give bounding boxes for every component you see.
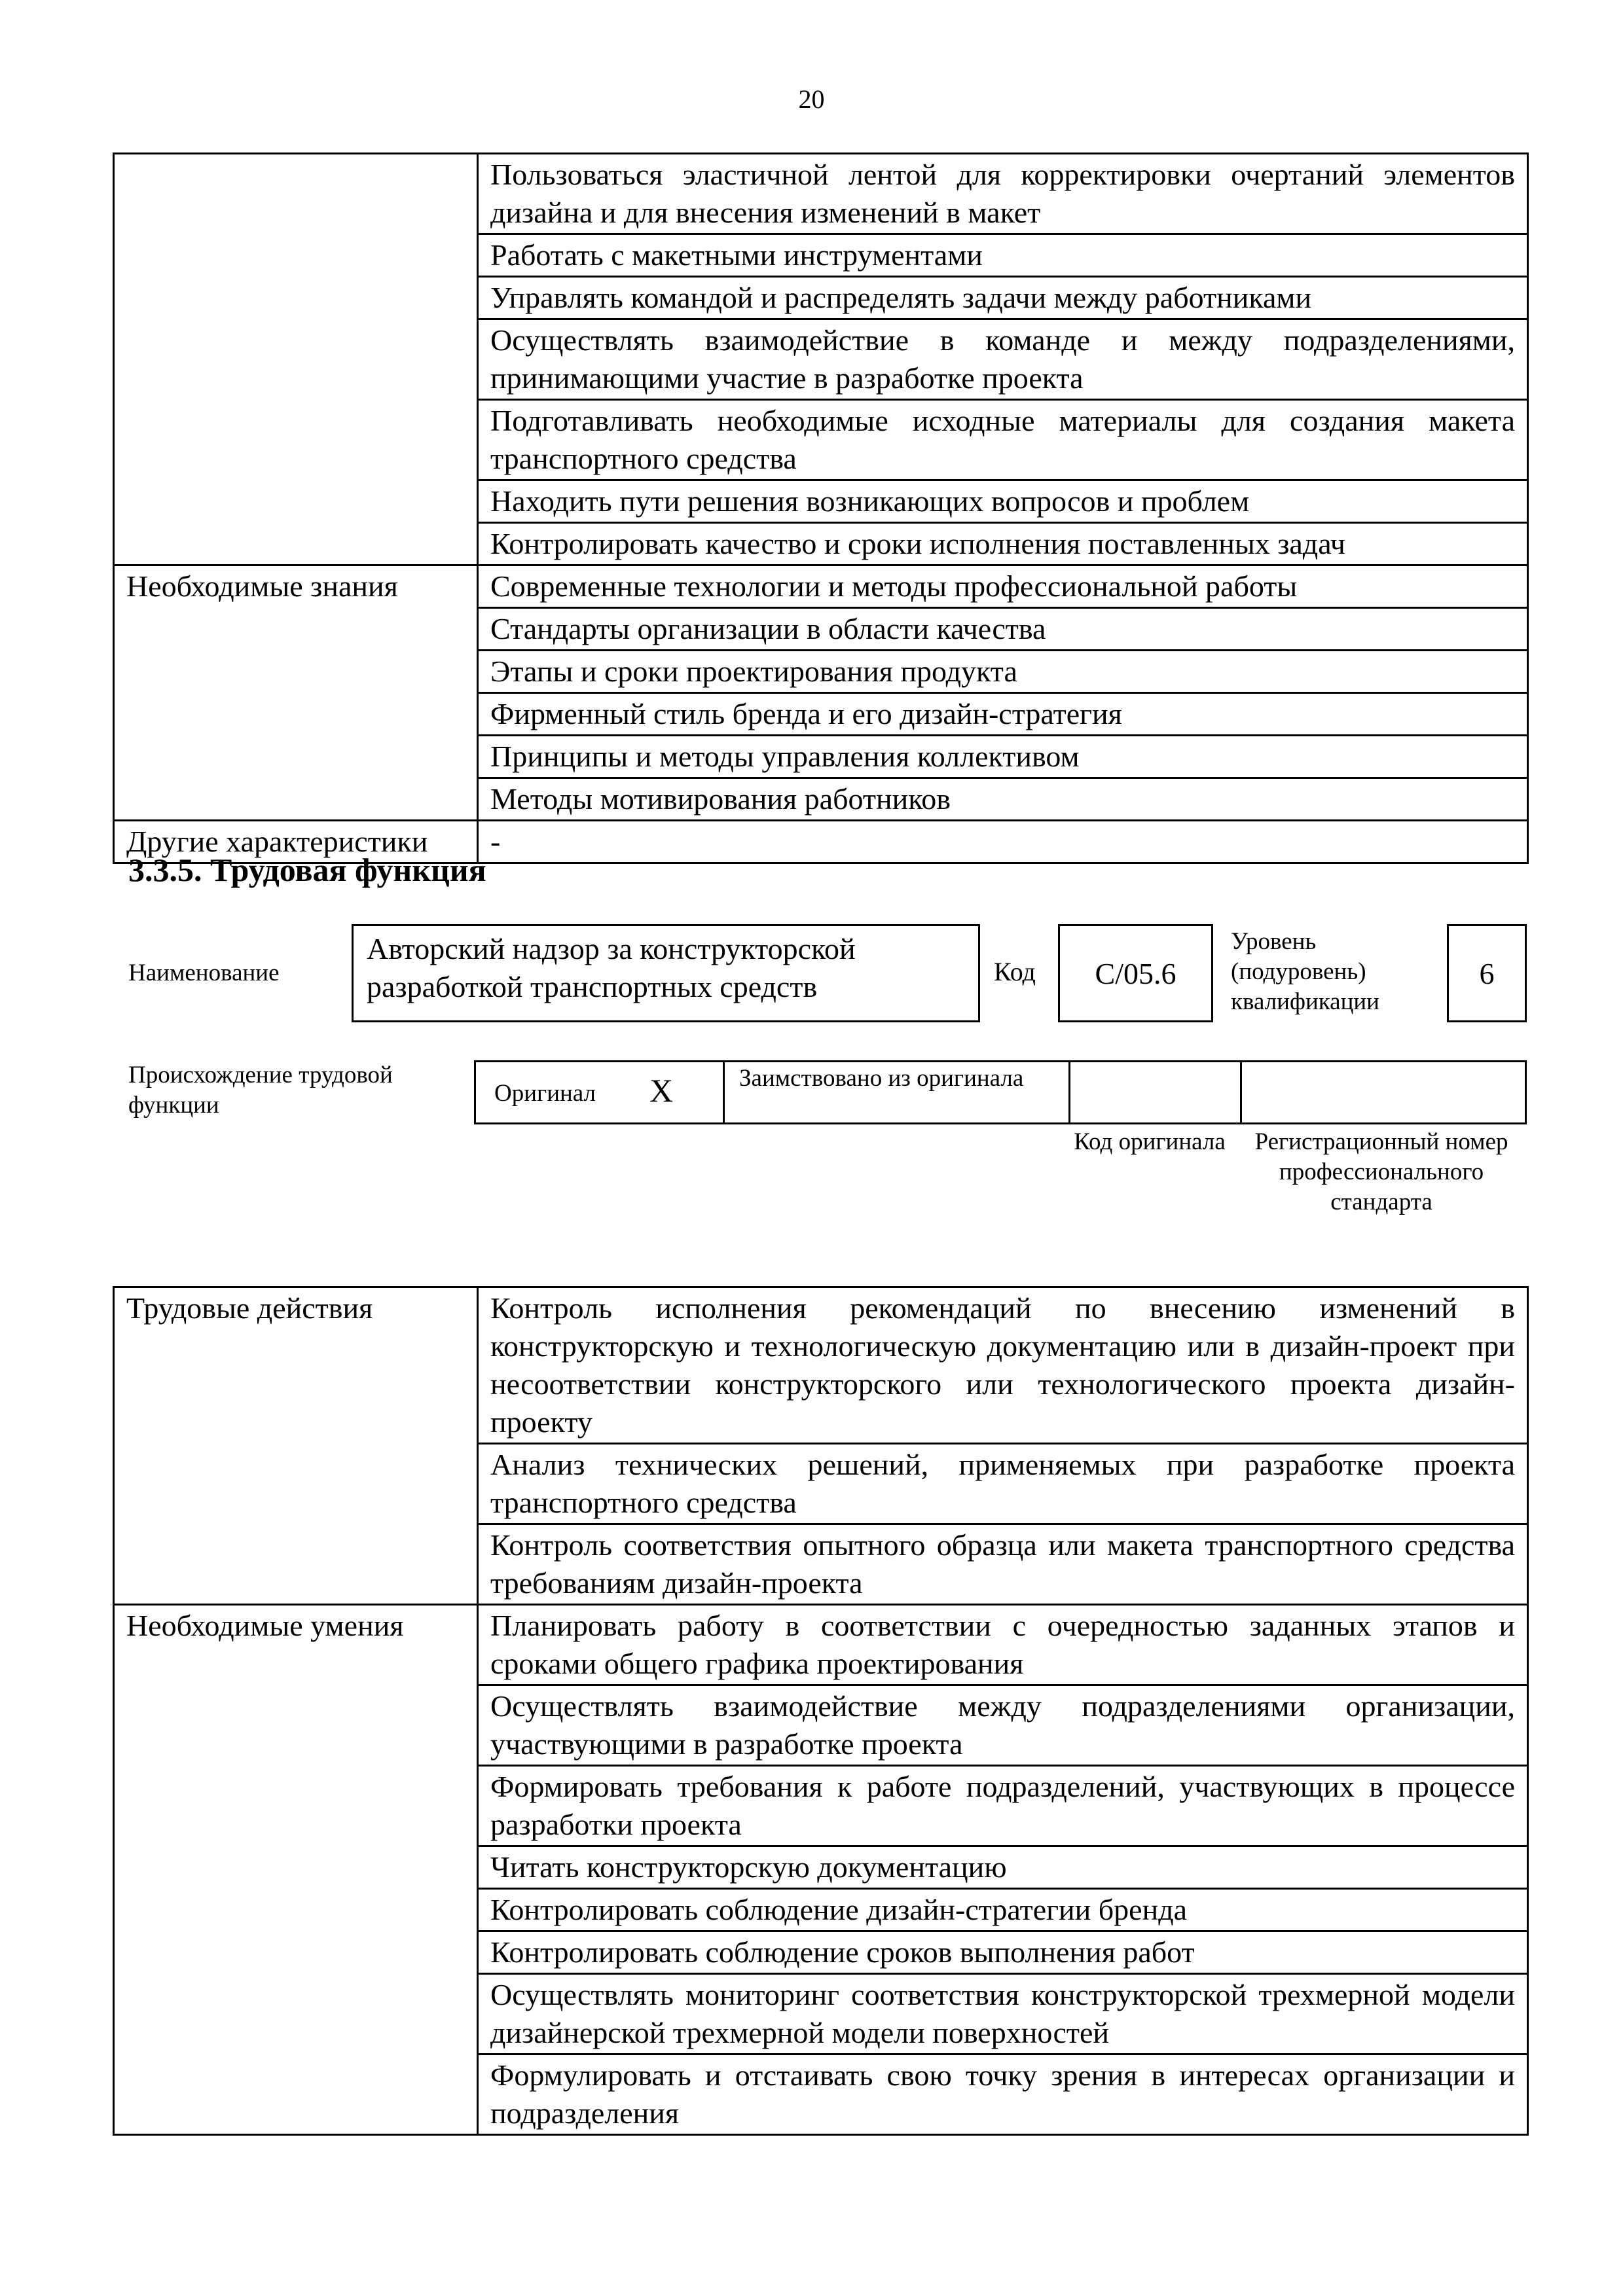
skill-item: Осуществлять взаимодействие в команде и между подразделениями, принимающими участие в разработке проекта bbox=[478, 319, 1528, 400]
name-label: Наименование bbox=[128, 960, 280, 986]
skill-item: Пользоваться эластичной лентой для корректировки очертаний элементов дизайна и для внесения изменений в макет bbox=[478, 154, 1528, 234]
skill-item: Контролировать качество и сроки исполнения поставленных задач bbox=[478, 523, 1528, 565]
function-name-box: Авторский надзор за конструкторской разработкой транспортных средств bbox=[352, 924, 980, 1022]
table-row bbox=[114, 1605, 1528, 1685]
table-row bbox=[114, 154, 1528, 234]
skill-item: Контролировать соблюдение дизайн-стратегии бренда bbox=[478, 1889, 1528, 1931]
caption-registration-number: Регистрационный номер профессионального стандарта bbox=[1254, 1128, 1508, 1215]
knowledge-item: Современные технологии и методы профессиональной работы bbox=[478, 565, 1528, 608]
action-item: Контроль соответствия опытного образца или макета транспортного средства требованиям дизайн-проекта bbox=[478, 1524, 1528, 1605]
code-label: Код bbox=[994, 957, 1036, 986]
skill-item: Формировать требования к работе подразделений, участвующих в процессе разработки проекта bbox=[478, 1766, 1528, 1846]
skill-item: Формулировать и отстаивать свою точку зрения в интересах организации и подразделения bbox=[478, 2054, 1528, 2135]
action-item: Анализ технических решений, применяемых при разработке проекта транспортного средства bbox=[478, 1444, 1528, 1524]
page-number: 20 bbox=[798, 84, 825, 114]
borrowed-cell bbox=[725, 1062, 1070, 1122]
level-label: Уровень (подуровень) квалификации bbox=[1231, 928, 1379, 1015]
skill-item: Контролировать соблюдение сроков выполнения работ bbox=[478, 1931, 1528, 1974]
origin-table bbox=[474, 1060, 1527, 1124]
skill-item: Работать с макетными инструментами bbox=[478, 234, 1528, 277]
skill-item: Планировать работу в соответствии с очередностью заданных этапов и сроками общего графика проектирования bbox=[478, 1605, 1528, 1685]
knowledge-item: Этапы и сроки проектирования продукта bbox=[478, 651, 1528, 693]
actions-label: Трудовые действия bbox=[114, 1287, 478, 1605]
caption-original-code: Код оригинала bbox=[1074, 1128, 1226, 1155]
table-row bbox=[114, 1287, 1528, 1444]
other-label: Другие характеристики bbox=[114, 821, 478, 863]
origin-label: Происхождение трудовой функции bbox=[128, 1062, 393, 1119]
borrowed-label: Заимствовано из оригинала bbox=[739, 1065, 1024, 1092]
requirements-table-continued bbox=[113, 152, 1529, 864]
knowledge-item: Фирменный стиль бренда и его дизайн-стратегия bbox=[478, 693, 1528, 736]
original-cell bbox=[476, 1062, 725, 1122]
skill-item: Осуществлять мониторинг соответствия конструкторской трехмерной модели дизайнерской трехмерной модели поверхностей bbox=[478, 1974, 1528, 2054]
skills-label: Необходимые умения bbox=[114, 1605, 478, 2135]
original-label: Оригинал bbox=[494, 1080, 596, 1107]
table-row bbox=[114, 565, 1528, 608]
original-code-cell bbox=[1070, 1062, 1242, 1122]
skill-item: Читать конструкторскую документацию bbox=[478, 1846, 1528, 1889]
registration-number-cell bbox=[1242, 1062, 1525, 1122]
skill-item: Управлять командой и распределять задачи между работниками bbox=[478, 277, 1528, 319]
skill-item: Находить пути решения возникающих вопросов и проблем bbox=[478, 480, 1528, 523]
action-item: Контроль исполнения рекомендаций по внесению изменений в конструкторскую и технологическую документацию или в дизайн-проект при несоответствии конструкторского или технологического проекта дизайн-проекту bbox=[478, 1287, 1528, 1444]
knowledge-label: Необходимые знания bbox=[114, 565, 478, 821]
code-value-box: C/05.6 bbox=[1058, 924, 1213, 1022]
knowledge-item: Методы мотивирования работников bbox=[478, 778, 1528, 821]
row-label-empty bbox=[114, 154, 478, 565]
section-heading: 3.3.5. Трудовая функция bbox=[128, 852, 486, 888]
original-mark: X bbox=[649, 1072, 674, 1109]
level-value-box: 6 bbox=[1447, 924, 1527, 1022]
skill-item: Осуществлять взаимодействие между подразделениями организации, участвующими в разработке проекта bbox=[478, 1685, 1528, 1766]
other-value: - bbox=[478, 821, 1528, 863]
knowledge-item: Принципы и методы управления коллективом bbox=[478, 736, 1528, 778]
knowledge-item: Стандарты организации в области качества bbox=[478, 608, 1528, 651]
labour-function-table bbox=[113, 1286, 1529, 2136]
skill-item: Подготавливать необходимые исходные материалы для создания макета транспортного средства bbox=[478, 400, 1528, 480]
